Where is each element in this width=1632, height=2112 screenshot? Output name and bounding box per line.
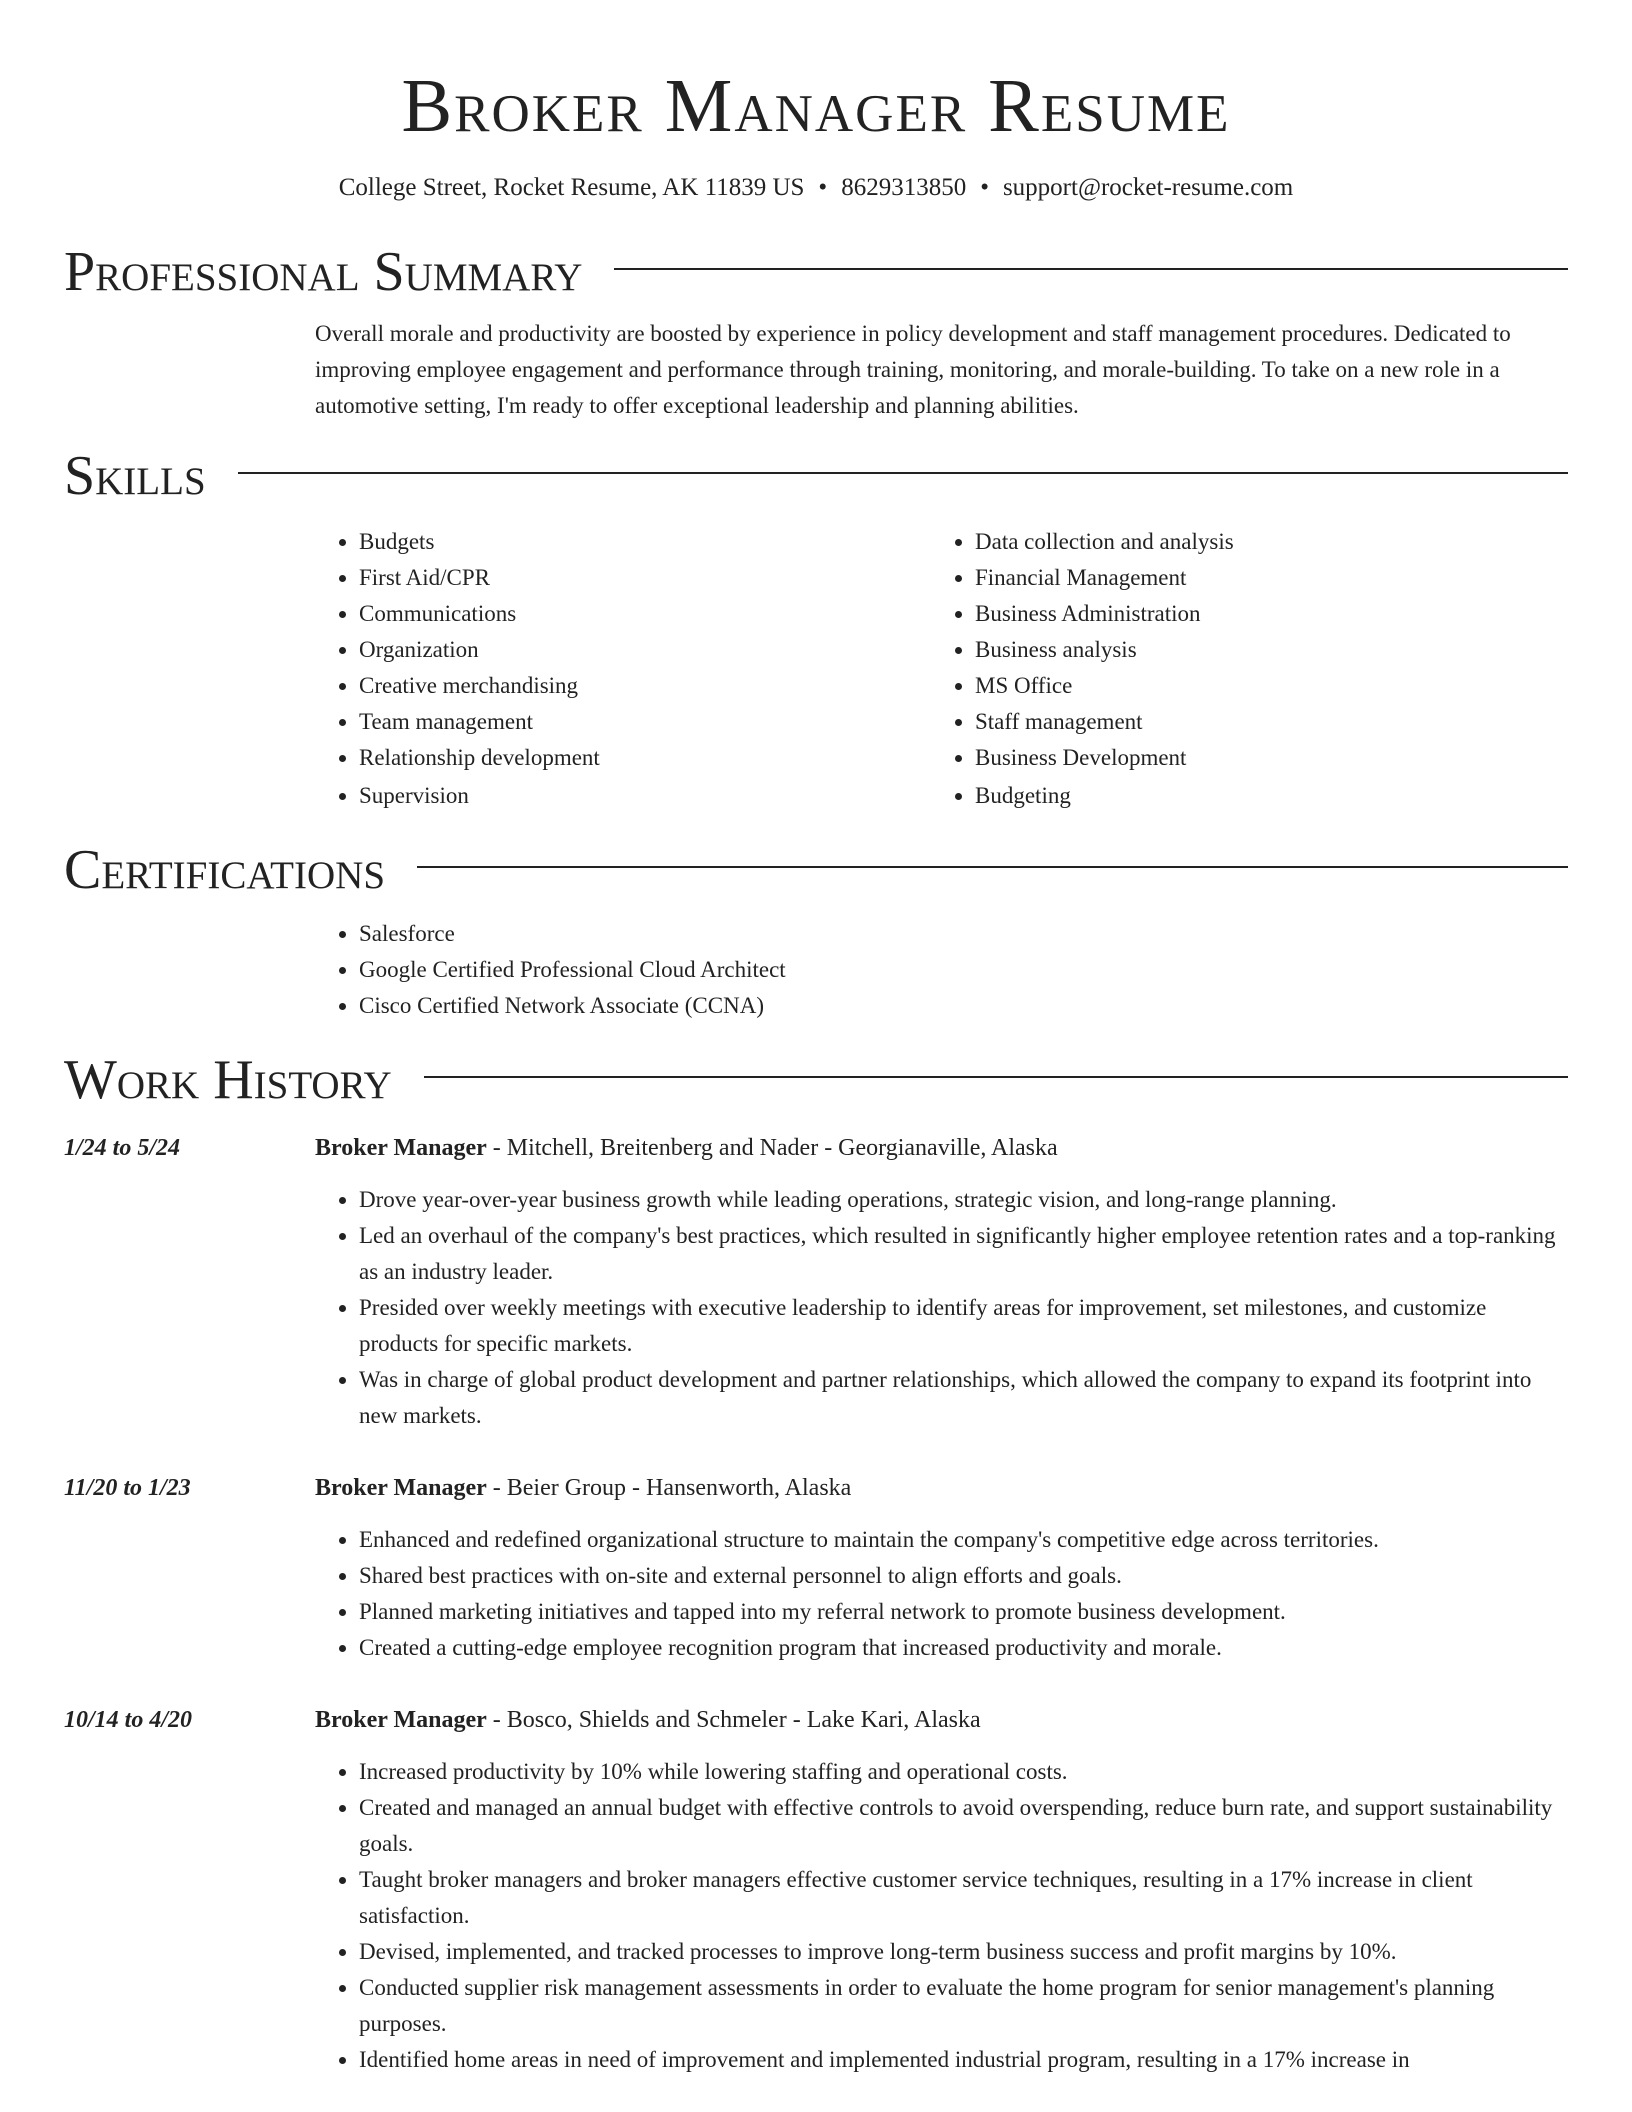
summary-section [64, 240, 1568, 424]
skill-item: • Budgets [359, 524, 931, 560]
job-company: - Mitchell, Breitenberg and Nader - Georgianaville, Alaska [486, 1135, 1058, 1161]
certification-item: • Cisco Certified Network Associate (CCNA) [359, 988, 1568, 1024]
job-bullet: • Conducted supplier risk management assessments in order to evaluate the home program for senior management's planning purposes. [359, 1970, 1568, 2042]
job-bullet: • Shared best practices with on-site and external personnel to align efforts and goals. [359, 1558, 1568, 1594]
job-entry [64, 1702, 1568, 2078]
skill-item: • Organization [359, 632, 931, 668]
skill-item: • Business Development [975, 740, 1547, 776]
skills-section [64, 444, 1568, 814]
skills-list-right [931, 524, 1547, 814]
skill-item: • Staff management [975, 704, 1547, 740]
job-bullets [315, 1522, 1568, 1666]
work-history-section [64, 1048, 1568, 2078]
job-bullets [315, 1754, 1568, 2078]
section-divider [614, 268, 1568, 270]
job-bullet: • Created a cutting-edge employee recognition program that increased productivity and morale. [359, 1630, 1568, 1666]
skill-item: • Relationship development [359, 740, 931, 776]
section-title-summary: Professional Summary [64, 241, 583, 303]
section-title-certifications: Certifications [64, 839, 386, 901]
skill-item: • Creative merchandising [359, 668, 931, 704]
skill-item: • Team management [359, 704, 931, 740]
job-entry [64, 1470, 1568, 1666]
job-bullet: • Presided over weekly meetings with executive leadership to identify areas for improvement, set milestones, and customize products for specific markets. [359, 1290, 1568, 1362]
contact-address: College Street, Rocket Resume, AK 11839 US [338, 174, 805, 201]
certification-item: • Google Certified Professional Cloud Architect [359, 952, 1568, 988]
job-bullet: • Taught broker managers and broker managers effective customer service techniques, resulting in a 17% increase in client satisfaction. [359, 1862, 1568, 1934]
job-dates: 11/20 to 1/23 [64, 1475, 191, 1501]
job-role: Broker Manager [315, 1475, 487, 1501]
job-dates: 1/24 to 5/24 [64, 1135, 181, 1161]
section-title-work-history: Work History [64, 1049, 392, 1111]
job-company: - Bosco, Shields and Schmeler - Lake Kari, Alaska [486, 1707, 981, 1733]
summary-text: Overall morale and productivity are boosted by experience in policy development and staff management procedures. Dedicated to improving employee engagement and performance through training, monitoring, and morale-building. To take on a new role in a automotive setting, I'm ready to offer exceptional leadership and planning abilities. [315, 321, 1511, 418]
resume-page [64, 0, 1568, 2078]
job-details [315, 1130, 1568, 1434]
job-company: - Beier Group - Hansenworth, Alaska [486, 1475, 852, 1501]
section-title-skills: Skills [64, 445, 206, 507]
job-dates: 10/14 to 4/20 [64, 1707, 193, 1733]
job-bullet: • Increased productivity by 10% while lowering staffing and operational costs. [359, 1754, 1568, 1790]
skills-list-left [315, 524, 931, 814]
job-bullet: • Was in charge of global product development and partner relationships, which allowed the company to expand its footprint into new markets. [359, 1362, 1568, 1434]
job-title-line [315, 1130, 1568, 1166]
job-title-line [315, 1470, 1568, 1506]
section-header [64, 1048, 1568, 1112]
job-bullet: • Created and managed an annual budget with effective controls to avoid overspending, reduce burn rate, and support sustainability goals. [359, 1790, 1568, 1862]
job-bullet: • Led an overhaul of the company's best practices, which resulted in significantly higher employee retention rates and a top-ranking as an industry leader. [359, 1218, 1568, 1290]
certification-item: • Salesforce [359, 916, 1568, 952]
skill-item: • First Aid/CPR [359, 560, 931, 596]
skill-item: • MS Office [975, 668, 1547, 704]
skill-item: • Business Administration [975, 596, 1547, 632]
skill-item: • Business analysis [975, 632, 1547, 668]
job-bullet: • Planned marketing initiatives and tapped into my referral network to promote business development. [359, 1594, 1568, 1630]
skill-item: • Communications [359, 596, 931, 632]
job-details [315, 1470, 1568, 1666]
section-header [64, 838, 1568, 902]
skill-item: • Data collection and analysis [975, 524, 1547, 560]
resume-title: Broker Manager Resume [401, 64, 1231, 148]
skill-item: • Financial Management [975, 560, 1547, 596]
job-role: Broker Manager [315, 1135, 487, 1161]
section-divider [424, 1076, 1568, 1078]
job-bullets [315, 1182, 1568, 1434]
job-bullet: • Devised, implemented, and tracked processes to improve long-term business success and profit margins by 10%. [359, 1934, 1568, 1970]
skills-columns [315, 524, 1568, 814]
contact-separator: • [818, 174, 828, 201]
job-entry [64, 1130, 1568, 1434]
section-divider [417, 866, 1568, 868]
certifications-list [315, 916, 1568, 1024]
certifications-section [64, 838, 1568, 1024]
contact-line [64, 170, 1568, 206]
section-divider [238, 472, 1568, 474]
job-bullet: • Identified home areas in need of improvement and implemented industrial program, resulting in a 17% increase in [359, 2042, 1568, 2078]
contact-phone: 8629313850 [841, 174, 967, 201]
job-details [315, 1702, 1568, 2078]
job-title-line [315, 1702, 1568, 1738]
job-bullet: • Enhanced and redefined organizational structure to maintain the company's competitive edge across territories. [359, 1522, 1568, 1558]
job-bullet: • Drove year-over-year business growth while leading operations, strategic vision, and long-range planning. [359, 1182, 1568, 1218]
skill-item: • Budgeting [975, 778, 1547, 814]
section-header [64, 444, 1568, 508]
job-role: Broker Manager [315, 1707, 487, 1733]
section-header [64, 240, 1568, 304]
contact-separator: • [980, 174, 989, 201]
contact-email: support@rocket-resume.com [1002, 174, 1294, 201]
skill-item: • Supervision [359, 778, 931, 814]
